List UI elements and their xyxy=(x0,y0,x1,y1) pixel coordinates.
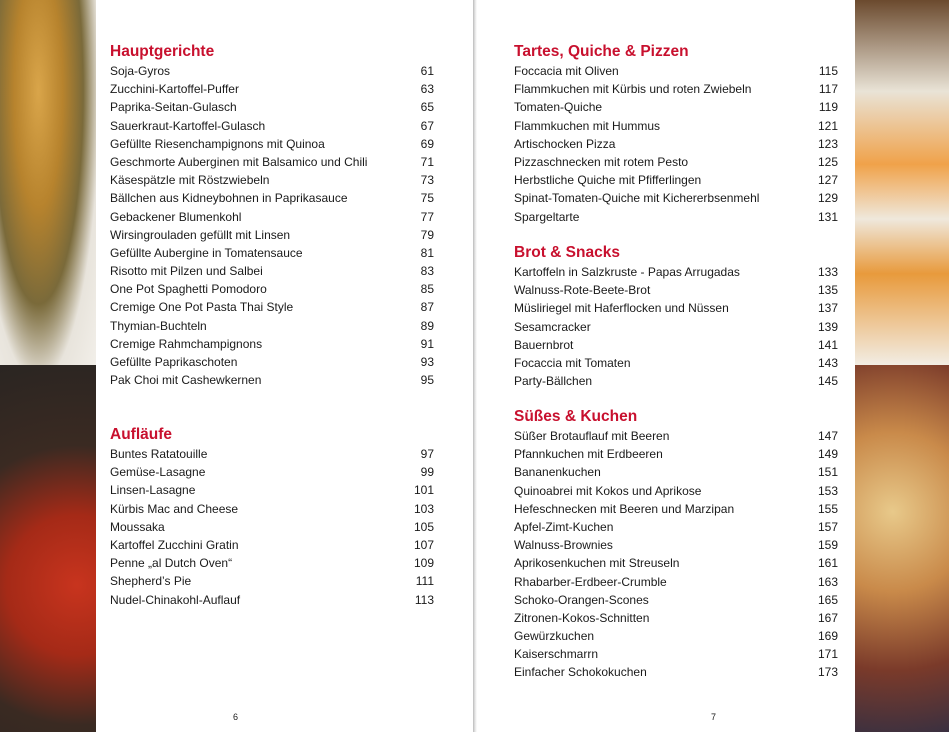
recipe-page-number: 129 xyxy=(817,191,838,206)
recipe-page-number: 169 xyxy=(817,629,838,644)
recipe-title: Buntes Ratatouille xyxy=(110,447,208,461)
toc-entry xyxy=(110,463,434,481)
toc-entry xyxy=(110,98,434,116)
recipe-page-number: 109 xyxy=(413,556,434,571)
section-heading: Tartes, Quiche & Pizzen xyxy=(514,43,689,60)
recipe-title: Soja-Gyros xyxy=(110,64,171,78)
recipe-title: Müsliriegel mit Haferflocken und Nüssen xyxy=(514,301,729,316)
recipe-page-number: 85 xyxy=(420,282,434,297)
toc-entry xyxy=(110,189,434,207)
recipe-title: Quinoabrei mit Kokos und Aprikose xyxy=(514,483,702,498)
toc-entry xyxy=(514,445,838,463)
recipe-title: Gemüse-Lasagne xyxy=(110,465,206,480)
recipe-page-number: 79 xyxy=(420,227,434,242)
toc-entry xyxy=(110,536,434,554)
toc-entry xyxy=(110,591,434,609)
recipe-title: Gefüllte Paprikaschoten xyxy=(110,355,238,369)
toc-entry xyxy=(110,208,434,226)
recipe-title: Gefüllte Riesenchampignons mit Quinoa xyxy=(110,136,325,151)
recipe-page-number: 153 xyxy=(817,483,838,498)
toc-entry xyxy=(514,554,838,572)
toc-entry xyxy=(514,318,838,336)
page-number: 7 xyxy=(711,712,717,722)
recipe-page-number: 89 xyxy=(420,318,434,333)
recipe-page-number: 161 xyxy=(817,556,838,571)
recipe-title: Zucchini-Kartoffel-Puffer xyxy=(110,82,239,97)
toc-entry xyxy=(110,171,434,189)
recipe-page-number: 69 xyxy=(420,136,434,151)
recipe-title: Sauerkraut-Kartoffel-Gulasch xyxy=(110,118,266,133)
potato-fritters-photo xyxy=(0,0,96,365)
recipe-title: Bällchen aus Kidneybohnen in Paprikasauce xyxy=(110,191,348,206)
recipe-title: One Pot Spaghetti Pomodoro xyxy=(110,282,267,297)
recipe-title: Walnuss-Rote-Beete-Brot xyxy=(514,283,651,298)
toc-entry xyxy=(110,153,434,171)
toc-section-tartes xyxy=(514,42,838,226)
recipe-title: Geschmorte Auberginen mit Balsamico und Chili xyxy=(110,154,368,169)
recipe-page-number: 137 xyxy=(817,301,838,316)
recipe-title: Spinat-Tomaten-Quiche mit Kichererbsenmehl xyxy=(514,191,760,206)
toc-entry xyxy=(514,591,838,609)
toc-entry xyxy=(110,226,434,244)
recipe-title: Einfacher Schokokuchen xyxy=(514,665,647,680)
recipe-title: Kartoffel Zucchini Gratin xyxy=(110,537,239,552)
recipe-page-number: 121 xyxy=(817,118,838,133)
toc-entry xyxy=(514,609,838,627)
recipe-page-number: 155 xyxy=(817,501,838,516)
recipe-page-number: 127 xyxy=(817,173,838,188)
toc-entry xyxy=(110,335,434,353)
recipe-page-number: 97 xyxy=(420,447,434,461)
recipe-page-number: 117 xyxy=(818,82,838,97)
recipe-page-number: 95 xyxy=(420,373,434,388)
toc-section-suesses xyxy=(514,407,838,682)
recipe-page-number: 171 xyxy=(817,647,838,662)
page-number: 6 xyxy=(233,712,239,722)
recipe-title: Tomaten-Quiche xyxy=(514,100,603,115)
toc-entry xyxy=(110,518,434,536)
berry-dessert-photo xyxy=(855,365,949,732)
recipe-title: Flammkuchen mit Kürbis und roten Zwiebeln xyxy=(514,82,752,97)
recipe-page-number: 143 xyxy=(817,355,838,370)
tarte-photo xyxy=(855,0,949,365)
recipe-page-number: 163 xyxy=(817,574,838,589)
left-page xyxy=(96,0,474,732)
recipe-page-number: 157 xyxy=(817,519,838,534)
toc-entry xyxy=(514,427,838,445)
toc-entry xyxy=(514,98,838,116)
toc-entry xyxy=(514,482,838,500)
recipe-title: Hefeschnecken mit Beeren und Marzipan xyxy=(514,501,735,516)
toc-entry xyxy=(110,135,434,153)
recipe-title: Walnuss-Brownies xyxy=(514,538,613,553)
toc-entry xyxy=(514,336,838,354)
toc-entry xyxy=(110,80,434,98)
recipe-page-number: 81 xyxy=(420,245,434,260)
recipe-title: Kartoffeln in Salzkruste - Papas Arrugadas xyxy=(514,265,740,279)
recipe-title: Süßer Brotauflauf mit Beeren xyxy=(514,429,670,443)
recipe-title: Käsespätzle mit Röstzwiebeln xyxy=(110,173,270,188)
recipe-page-number: 93 xyxy=(420,355,434,369)
recipe-title: Kürbis Mac and Cheese xyxy=(110,501,239,516)
recipe-title: Apfel-Zimt-Kuchen xyxy=(514,519,614,534)
toc-section-brot-snacks xyxy=(514,243,838,390)
toc-entry xyxy=(514,663,838,681)
toc-entry xyxy=(514,573,838,591)
toc-entry xyxy=(514,189,838,207)
recipe-page-number: 61 xyxy=(420,64,434,78)
recipe-title: Schoko-Orangen-Scones xyxy=(514,592,649,607)
recipe-page-number: 105 xyxy=(413,519,434,534)
recipe-title: Artischocken Pizza xyxy=(514,136,616,151)
recipe-title: Pfannkuchen mit Erdbeeren xyxy=(514,447,663,462)
recipe-title: Paprika-Seitan-Gulasch xyxy=(110,100,237,115)
toc-entry xyxy=(514,171,838,189)
food-photo-left xyxy=(0,0,96,732)
recipe-page-number: 65 xyxy=(420,100,434,115)
recipe-page-number: 113 xyxy=(414,592,434,607)
ratatouille-photo xyxy=(0,365,96,732)
recipe-page-number: 125 xyxy=(817,154,838,169)
recipe-title: Cremige One Pot Pasta Thai Style xyxy=(110,300,294,315)
recipe-title: Gebackener Blumenkohl xyxy=(110,209,242,224)
toc-entry xyxy=(110,280,434,298)
section-heading: Brot & Snacks xyxy=(514,244,620,261)
toc-entry xyxy=(514,372,838,390)
recipe-page-number: 167 xyxy=(817,610,838,625)
recipe-title: Kaiserschmarrn xyxy=(514,647,599,662)
toc-section-auflaeufe xyxy=(110,425,434,609)
recipe-title: Aprikosenkuchen mit Streuseln xyxy=(514,556,680,571)
toc-entry xyxy=(514,62,838,80)
recipe-page-number: 111 xyxy=(415,574,434,589)
recipe-page-number: 131 xyxy=(817,209,838,224)
toc-entry xyxy=(110,298,434,316)
section-heading: Aufläufe xyxy=(110,426,172,443)
toc-entry xyxy=(110,445,434,463)
toc-entry xyxy=(514,645,838,663)
recipe-page-number: 145 xyxy=(817,374,838,389)
recipe-page-number: 87 xyxy=(420,300,434,315)
recipe-title: Pizzaschnecken mit rotem Pesto xyxy=(514,154,689,169)
recipe-page-number: 71 xyxy=(420,154,434,169)
recipe-title: Linsen-Lasagne xyxy=(110,483,196,498)
recipe-title: Gefüllte Aubergine in Tomatensauce xyxy=(110,245,303,260)
toc-entry xyxy=(110,481,434,499)
recipe-title: Wirsingrouladen gefüllt mit Linsen xyxy=(110,227,291,242)
recipe-page-number: 147 xyxy=(817,429,838,443)
section-heading: Süßes & Kuchen xyxy=(514,408,638,425)
recipe-page-number: 83 xyxy=(420,264,434,279)
toc-entry xyxy=(514,536,838,554)
recipe-page-number: 123 xyxy=(817,136,838,151)
toc-entry xyxy=(514,627,838,645)
recipe-page-number: 103 xyxy=(413,501,434,516)
recipe-page-number: 173 xyxy=(817,665,838,680)
recipe-title: Sesamcracker xyxy=(514,319,591,334)
recipe-title: Bananenkuchen xyxy=(514,465,601,480)
toc-entry xyxy=(110,117,434,135)
toc-entry xyxy=(514,117,838,135)
food-photo-right xyxy=(855,0,949,732)
recipe-title: Flammkuchen mit Hummus xyxy=(514,118,661,133)
recipe-page-number: 119 xyxy=(818,100,838,115)
recipe-page-number: 101 xyxy=(413,483,434,498)
toc-entry xyxy=(514,153,838,171)
recipe-title: Herbstliche Quiche mit Pfifferlingen xyxy=(514,173,702,188)
toc-entry xyxy=(514,263,838,281)
recipe-page-number: 91 xyxy=(420,336,434,351)
recipe-title: Moussaka xyxy=(110,519,165,534)
recipe-page-number: 73 xyxy=(420,173,434,188)
recipe-page-number: 141 xyxy=(817,337,838,352)
recipe-page-number: 63 xyxy=(420,82,434,97)
toc-entry xyxy=(514,518,838,536)
recipe-page-number: 135 xyxy=(817,283,838,298)
recipe-page-number: 107 xyxy=(413,537,434,552)
toc-entry xyxy=(110,500,434,518)
recipe-title: Penne „al Dutch Oven“ xyxy=(110,556,233,571)
toc-entry xyxy=(514,80,838,98)
recipe-title: Risotto mit Pilzen und Salbei xyxy=(110,264,263,279)
toc-entry xyxy=(110,244,434,262)
toc-entry xyxy=(110,371,434,389)
recipe-page-number: 133 xyxy=(817,265,838,279)
recipe-title: Bauernbrot xyxy=(514,337,574,352)
recipe-page-number: 151 xyxy=(817,465,838,480)
recipe-page-number: 159 xyxy=(817,538,838,553)
toc-entry xyxy=(514,208,838,226)
section-heading: Hauptgerichte xyxy=(110,43,215,60)
toc-section-hauptgerichte xyxy=(110,42,434,389)
toc-entry xyxy=(110,353,434,371)
toc-entry xyxy=(514,299,838,317)
recipe-title: Shepherd’s Pie xyxy=(110,574,192,589)
toc-entry xyxy=(110,572,434,590)
recipe-title: Thymian-Buchteln xyxy=(110,318,207,333)
recipe-title: Nudel-Chinakohl-Auflauf xyxy=(110,592,241,607)
recipe-page-number: 139 xyxy=(817,319,838,334)
recipe-title: Rhabarber-Erdbeer-Crumble xyxy=(514,574,667,589)
toc-entry xyxy=(514,463,838,481)
toc-entry xyxy=(514,135,838,153)
recipe-title: Spargeltarte xyxy=(514,209,580,224)
recipe-title: Cremige Rahmchampignons xyxy=(110,336,263,351)
recipe-title: Party-Bällchen xyxy=(514,374,593,389)
toc-entry xyxy=(514,281,838,299)
recipe-page-number: 165 xyxy=(817,592,838,607)
toc-entry xyxy=(110,317,434,335)
recipe-title: Foccacia mit Oliven xyxy=(514,64,619,78)
toc-entry xyxy=(110,262,434,280)
recipe-title: Focaccia mit Tomaten xyxy=(514,355,631,370)
recipe-title: Pak Choi mit Cashewkernen xyxy=(110,373,262,388)
toc-entry xyxy=(514,500,838,518)
recipe-title: Gewürzkuchen xyxy=(514,629,595,644)
toc-entry xyxy=(110,554,434,572)
recipe-page-number: 75 xyxy=(420,191,434,206)
toc-entry xyxy=(110,62,434,80)
toc-entry xyxy=(514,354,838,372)
recipe-page-number: 67 xyxy=(420,118,434,133)
recipe-page-number: 99 xyxy=(420,465,434,480)
right-page xyxy=(477,0,855,732)
recipe-page-number: 77 xyxy=(420,209,434,224)
recipe-title: Zitronen-Kokos-Schnitten xyxy=(514,610,650,625)
recipe-page-number: 115 xyxy=(818,64,838,78)
recipe-page-number: 149 xyxy=(817,447,838,462)
